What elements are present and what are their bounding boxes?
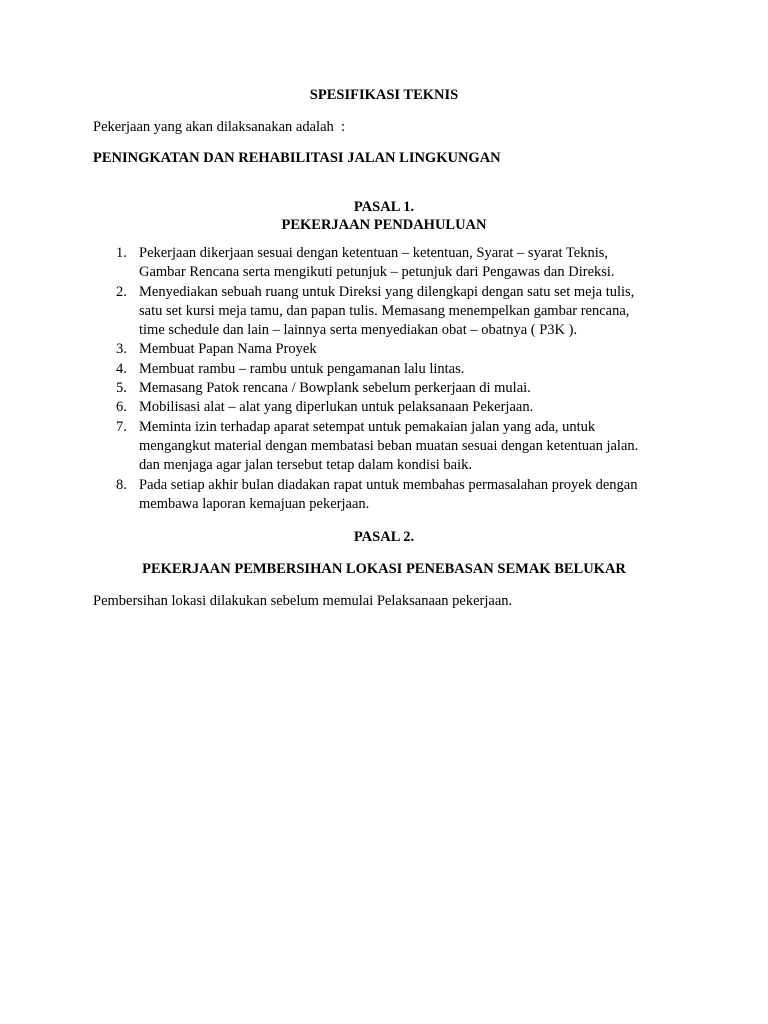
list-item-text: Menyediakan sebuah ruang untuk Direksi yang dilengkapi dengan satu set meja tulis, satu set kursi meja tamu, dan papan tulis. Memasang menempelkan gambar rencana, time schedule dan lain – lainnya serta menyediakan obat – obatnya ( P3K ). <box>139 283 635 339</box>
list-item-number: 2. <box>116 283 127 300</box>
list-item-text: Memasang Patok rencana / Bowplank sebelum perkerjaan di mulai. <box>139 380 531 397</box>
list-item <box>111 283 691 341</box>
pasal-1-title: PEKERJAAN PENDAHULUAN <box>281 217 487 233</box>
list-item-text: Meminta izin terhadap aparat setempat untuk pemakaian jalan yang ada, untuk mengangkut material dengan membatasi beban muatan sesuai dengan ketentuan jalan. dan menjaga agar jalan tersebut tetap dalam kondisi baik. <box>139 418 639 474</box>
list-item-text: Mobilisasi alat – alat yang diperlukan untuk pelaksanaan Pekerjaan. <box>139 399 534 416</box>
list-item-number: 7. <box>116 418 127 435</box>
list-item-number: 1. <box>116 245 127 261</box>
pasal-2-number: PASAL 2. <box>353 529 415 545</box>
list-item <box>111 360 691 379</box>
project-title: PENINGKATAN DAN REHABILITASI JALAN LINGKUNGAN <box>93 150 501 166</box>
intro-text: Pekerjaan yang akan dilaksanakan adalah : <box>93 119 346 135</box>
list-item-number: 5. <box>116 380 127 397</box>
list-item <box>111 379 691 398</box>
list-item <box>111 398 691 417</box>
list-item <box>111 418 691 476</box>
pasal-1-item-list <box>111 244 691 514</box>
pasal-1-heading <box>0 198 768 234</box>
list-item-number: 6. <box>116 399 127 416</box>
list-item-number: 3. <box>116 341 127 358</box>
list-item <box>111 244 691 283</box>
pasal-1-number: PASAL 1. <box>353 199 415 215</box>
list-item <box>111 476 691 515</box>
list-item-text: Membuat rambu – rambu untuk pengamanan lalu lintas. <box>139 360 465 377</box>
list-item-text: Membuat Papan Nama Proyek <box>139 341 317 358</box>
list-item-number: 4. <box>116 360 127 377</box>
list-item-number: 8. <box>116 476 127 493</box>
document-title: SPESIFIKASI TEKNIS <box>309 87 459 103</box>
list-item <box>111 340 691 359</box>
pasal-2-body: Pembersihan lokasi dilakukan sebelum memulai Pelaksanaan pekerjaan. <box>93 593 513 609</box>
list-item-text: Pekerjaan dikerjaan sesuai dengan ketentuan – ketentuan, Syarat – syarat Teknis, Gambar Rencana serta mengikuti petunjuk – petunjuk dari Pengawas dan Direksi. <box>139 245 615 281</box>
list-item-text: Pada setiap akhir bulan diadakan rapat untuk membahas permasalahan proyek dengan membawa laporan kemajuan pekerjaan. <box>139 476 638 512</box>
pasal-2-title: PEKERJAAN PEMBERSIHAN LOKASI PENEBASAN SEMAK BELUKAR <box>142 561 626 577</box>
